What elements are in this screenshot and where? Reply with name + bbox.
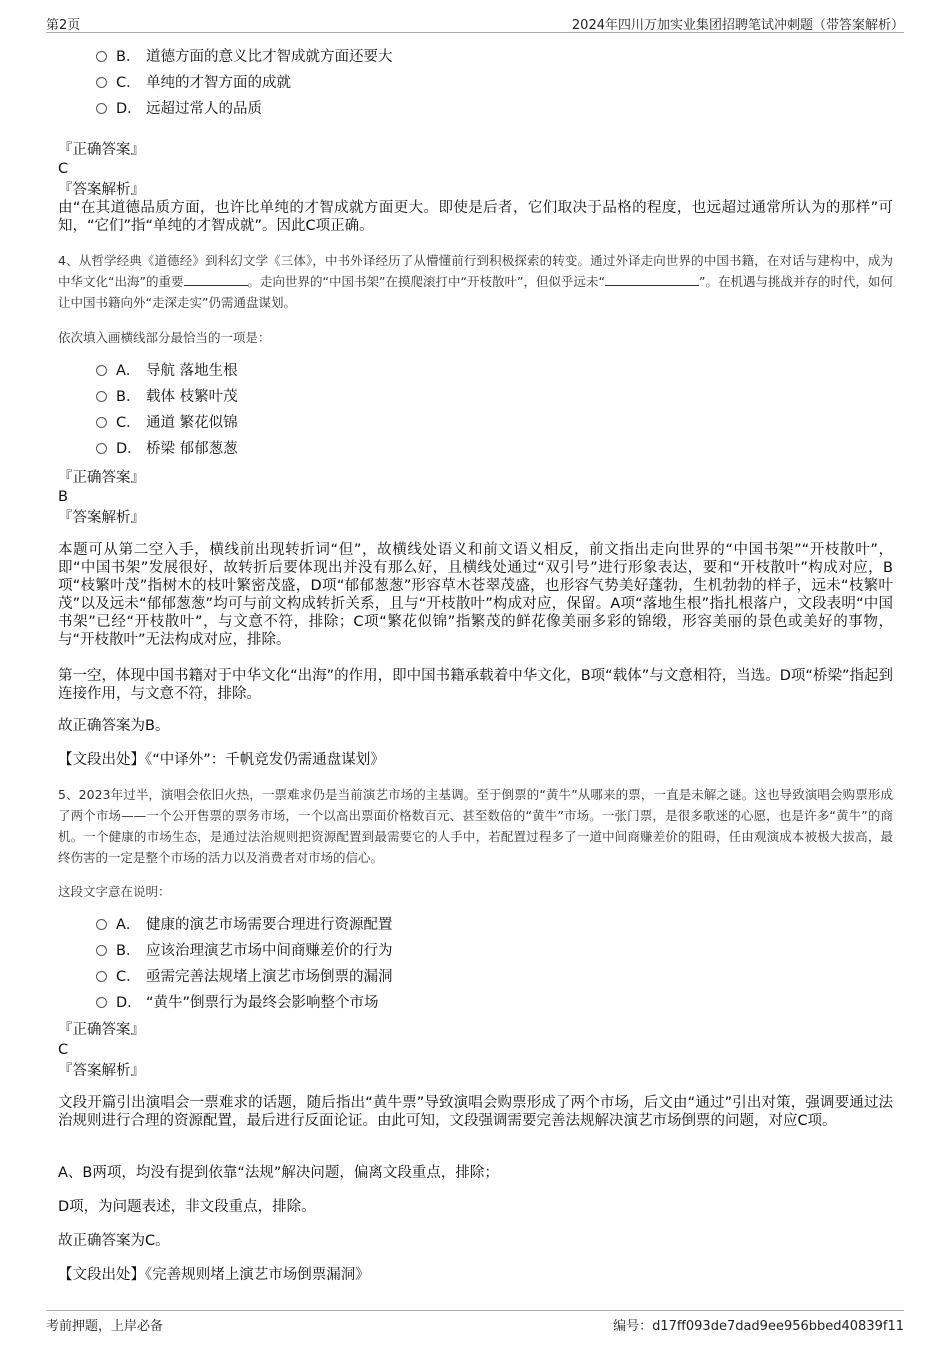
q4-analysis-p2: 第一空，体现中国书籍对于中华文化“出海”的作用，即中国书籍承载着中华文化，B项“载体”与文意相符，当选。D项“桥梁”指起到连接作用，与文意不符，排除。 xyxy=(58,668,893,702)
q4-source: 【文段出处】《“中译外”：千帆竞发仍需通盘谋划》 xyxy=(58,752,385,768)
q5-analysis-label: 『答案解析』 xyxy=(58,1063,145,1079)
q4-analysis-label: 『答案解析』 xyxy=(58,510,145,526)
radio-icon[interactable] xyxy=(96,997,107,1008)
blank-1 xyxy=(184,273,248,286)
q4-stem: 4、从哲学经典《道德经》到科幻文学《三体》，中书外译经历了从懵懂前行到积极探索的转变。通过外译走向世界的中国书籍，在对话与建构中，成为中华文化“出海”的重要 。走向世界的“中国书架”在摸爬滚打中“开枝散叶”，但似乎远未“ ”。在机遇与挑战并存的时代，如何让中国书籍向外“走深走实”仍需通盘谋划。 xyxy=(58,253,894,310)
q5-answer-label: 『正确答案』 xyxy=(58,1022,145,1038)
q3-option-d[interactable]: D． 远超过常人的品质 xyxy=(96,98,262,120)
radio-icon[interactable] xyxy=(96,417,107,428)
page-number: 第2页 xyxy=(46,18,81,33)
radio-icon[interactable] xyxy=(96,77,107,88)
blank-2 xyxy=(605,273,699,286)
page-header xyxy=(46,12,904,33)
q5-option-a[interactable]: A． 健康的演艺市场需要合理进行资源配置 xyxy=(96,914,393,936)
radio-icon[interactable] xyxy=(96,443,107,454)
footer-slogan: 考前押题，上岸必备 xyxy=(46,1319,164,1334)
radio-icon[interactable] xyxy=(96,103,107,114)
document-id: 编号：d17ff093de7dad9ee956bbed40839f11 xyxy=(613,1319,904,1334)
q5-option-c[interactable]: C． 亟需完善法规堵上演艺市场倒票的漏洞 xyxy=(96,966,393,988)
q5-analysis-p2: A、B两项，均没有提到依靠“法规”解决问题，偏离文段重点，排除； xyxy=(58,1165,499,1181)
q5-answer: C xyxy=(58,1042,69,1058)
q4-option-c[interactable]: C． 通道 繁花似锦 xyxy=(96,412,238,434)
radio-icon[interactable] xyxy=(96,51,107,62)
q4-analysis-p3: 故正确答案为B。 xyxy=(58,718,170,734)
q5-prompt: 这段文字意在说明： xyxy=(58,884,171,899)
q5-stem: 5、2023年过半，演唱会依旧火热，一票难求仍是当前演艺市场的主基调。至于倒票的“黄牛”从哪来的票，一直是未解之谜。这也导致演唱会购票形成了两个市场——一个公开售票的票务市场，一个以高出票面价格数百元、甚至数倍的“黄牛”市场。一张门票，是很多歌迷的心愿，也是许多“黄牛”的商机。一个健康的市场生态，是通过法治规则把资源配置到最需要它的人手中，若配置过程多了一道中间商赚差价的阻碍，任由观演成本被极大拔高，最终伤害的一定是整个市场的活力以及消费者对市场的信心。 xyxy=(58,787,893,865)
radio-icon[interactable] xyxy=(96,945,107,956)
q5-option-d[interactable]: D． “黄牛”倒票行为最终会影响整个市场 xyxy=(96,992,379,1014)
q5-analysis-p4: 故正确答案为C。 xyxy=(58,1233,170,1249)
radio-icon[interactable] xyxy=(96,971,107,982)
q3-option-b[interactable]: B． 道德方面的意义比才智成就方面还要大 xyxy=(96,46,393,68)
q5-analysis-p3: D项，为问题表述，非文段重点，排除。 xyxy=(58,1199,316,1215)
page-footer xyxy=(46,1310,904,1333)
q5-source: 【文段出处】《完善规则堵上演艺市场倒票漏洞》 xyxy=(58,1267,370,1283)
q3-analysis-label: 『答案解析』 xyxy=(58,182,145,198)
q4-answer-label: 『正确答案』 xyxy=(58,470,145,486)
q3-analysis: 由“在其道德品质方面，也许比单纯的才智成就方面更大。即使是后者，它们取决于品格的程度，也远超过通常所认为的那样”可知，“它们”指“单纯的才智成就”。因此C项正确。 xyxy=(58,200,893,234)
q4-option-b[interactable]: B． 载体 枝繁叶茂 xyxy=(96,386,238,408)
q3-answer: C xyxy=(58,161,69,177)
q3-option-c[interactable]: C． 单纯的才智方面的成就 xyxy=(96,72,291,94)
q4-answer: B xyxy=(58,489,68,505)
q5-option-b[interactable]: B． 应该治理演艺市场中间商赚差价的行为 xyxy=(96,940,393,962)
q4-analysis-p1: 本题可从第二空入手，横线前出现转折词“但”，故横线处语义和前文语义相反，前文指出走向世界的“中国书架”“开枝散叶”，即“中国书架”发展很好，故转折后要体现出并没有那么好，且横线处通过“双引号”进行形象表达，要和“开枝散叶”构成对应，B项“枝繁叶茂”指树木的枝叶繁密茂盛，D项“郁郁葱葱”形容草木苍翠茂盛，也形容气势美好蓬勃，生机勃勃的样子，远未“枝繁叶茂”以及远未“郁郁葱葱”均可与前文构成转折关系，且与“开枝散叶”构成对应，保留。A项“落地生根”指扎根落户，文段表明“中国书架”已经“开枝散叶”，与文意不符，排除；C项“繁花似锦”指繁茂的鲜花像美丽多彩的锦缎，形容美丽的景色或美好的事物，与“开枝散叶”无法构成对应，排除。 xyxy=(58,542,893,648)
q4-prompt: 依次填入画横线部分最恰当的一项是： xyxy=(58,330,271,345)
q3-answer-label: 『正确答案』 xyxy=(58,142,145,158)
document-title: 2024年四川万加实业集团招聘笔试冲刺题（带答案解析） xyxy=(571,18,904,33)
q4-option-a[interactable]: A． 导航 落地生根 xyxy=(96,360,238,382)
q5-analysis-p1: 文段开篇引出演唱会一票难求的话题，随后指出“黄牛票”导致演唱会购票形成了两个市场，后文由“通过”引出对策，强调要通过法治规则进行合理的资源配置，最后进行反面论证。由此可知，文段强调需要完善法规解决演艺市场倒票的问题，对应C项。 xyxy=(58,1095,893,1129)
radio-icon[interactable] xyxy=(96,919,107,930)
radio-icon[interactable] xyxy=(96,365,107,376)
q4-option-d[interactable]: D． 桥梁 郁郁葱葱 xyxy=(96,438,238,460)
radio-icon[interactable] xyxy=(96,391,107,402)
